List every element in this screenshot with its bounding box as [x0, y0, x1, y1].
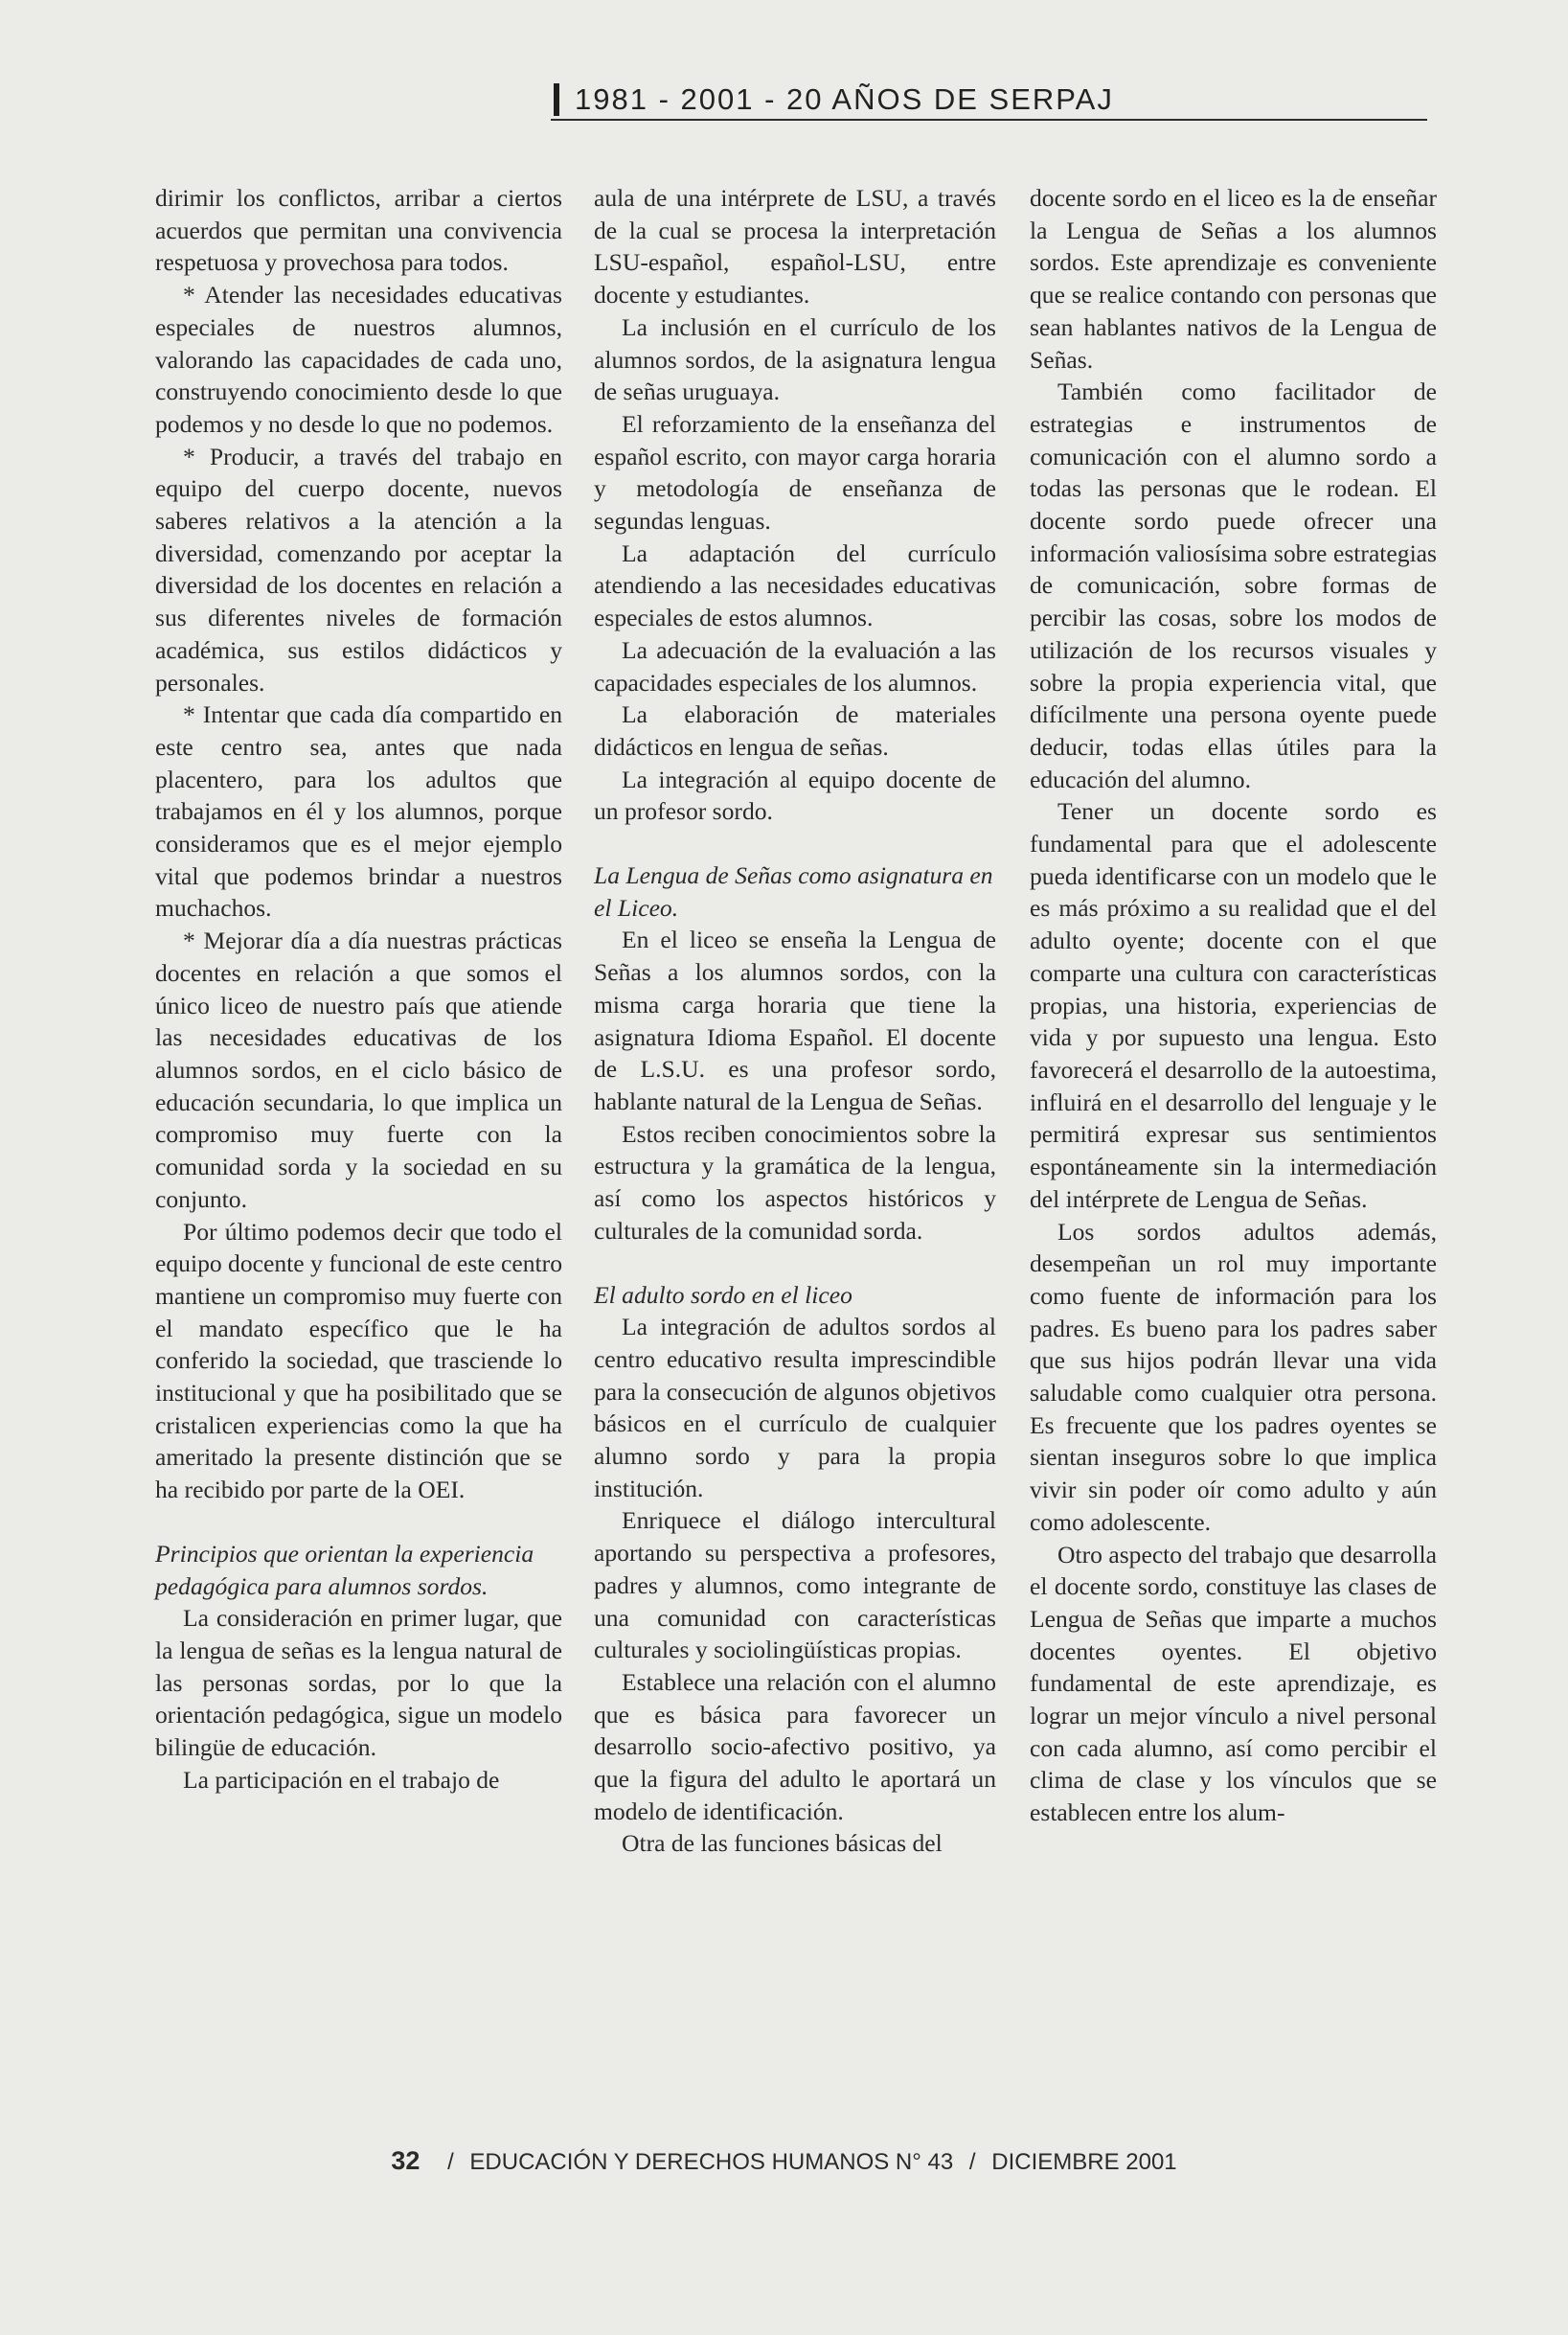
paragraph: Otra de las funciones básicas del — [622, 1829, 943, 1858]
paragraph: * Mejorar día a día nuestras prácticas docentes en relación a que somos el único liceo de nuestro país que atiende las necesidades educativas de los alumnos sordos, en el ciclo básico de educación secundaria, lo que implica un compromiso muy fuerte con la comunidad sorda y la sociedad en su conjunto. — [155, 927, 562, 1213]
paragraph: La adecuación de la evaluación a las capacidades especiales de los alumnos. — [594, 635, 996, 697]
paragraph: Otro aspecto del trabajo que desarrolla el docente sordo, constituye las clases de Lengua de Señas que imparte a muchos docentes oyentes. El objetivo fundamental de este aprendizaje, es lograr un mejor vínculo a nivel personal con cada alumno, así como percibir el clima de clase y los vínculos que se establecen entre los alum- — [1030, 1540, 1437, 1827]
paragraph: La elaboración de materiales didácticos en lengua de señas. — [594, 700, 996, 761]
paragraph: Por último podemos decir que todo el equipo docente y funcional de este centro mantiene un compromiso muy fuerte con el mandato específico que le ha conferido la sociedad, que trasciende lo institucional y que ha posibilitado que se cristalicen experiencias como la que ha ameritado la presente distinción que se ha recibido por parte de la OEI. — [155, 1217, 562, 1504]
paragraph: La adaptación del currículo atendiendo a las necesidades educativas especiales de estos alumnos. — [594, 538, 996, 632]
paragraph: Estos reciben conocimientos sobre la estructura y la gramática de la lengua, así como los aspectos históricos y culturales de la comunidad sorda. — [594, 1119, 996, 1245]
paragraph: La inclusión en el currículo de los alumnos sordos, de la asignatura lengua de señas uruguaya. — [594, 312, 996, 406]
paragraph: La consideración en primer lugar, que la lengua de señas es la lengua natural de las personas sordas, por lo que la orientación pedagógica, sigue un modelo bilingüe de educación. — [155, 1604, 562, 1762]
header-title: 1981 - 2001 - 20 AÑOS DE SERPAJ — [575, 82, 1114, 116]
paragraph: El reforzamiento de la enseñanza del español escrito, con mayor carga horaria y metodología de enseñanza de segundas lenguas. — [594, 409, 996, 536]
paragraph: * Producir, a través del trabajo en equipo del cuerpo docente, nuevos saberes relativos a la atención a la diversidad, comenzando por aceptar la diversidad de los docentes en relación a sus diferentes niveles de formación académica, sus estilos didácticos y personales. — [155, 442, 562, 697]
paragraph: Establece una relación con el alumno que es básica para favorecer un desarrollo socio-afectivo positivo, ya que la figura del adulto le aportará un modelo de identificación. — [594, 1667, 996, 1825]
paragraph: dirimir los conflictos, arribar a ciertos acuerdos que permitan una convivencia respetuosa y provechosa para todos. — [155, 184, 562, 277]
paragraph: La participación en el trabajo de — [183, 1765, 500, 1794]
section-heading: El adulto sordo en el liceo — [594, 1280, 852, 1309]
section-heading: La Lengua de Señas como asignatura en el Liceo. — [594, 861, 993, 922]
footer-separator-2: / — [968, 2149, 976, 2175]
running-header — [551, 80, 1427, 121]
paragraph: En el liceo se enseña la Lengua de Señas a los alumnos sordos, con la misma carga horaria que tiene la asignatura Idioma Español. El docente de L.S.U. es una profesor sordo, hablante natural de la Lengua de Señas. — [594, 926, 996, 1115]
text-column-3 — [1030, 182, 1437, 1829]
section-gap — [594, 828, 996, 859]
section-gap — [594, 1248, 996, 1279]
paragraph: * Atender las necesidades educativas especiales de nuestros alumnos, valorando las capacidades de cada uno, construyendo conocimiento desde lo que podemos y no desde lo que no podemos. — [155, 281, 562, 438]
text-column-2 — [594, 182, 996, 1860]
footer-publication: EDUCACIÓN Y DERECHOS HUMANOS N° 43 — [469, 2149, 954, 2175]
text-column-1 — [155, 182, 562, 1796]
paragraph: Enriquece el diálogo intercultural aportando su perspectiva a profesores, padres y alumnos, como integrante de una comunidad con características culturales y sociolingüísticas propias. — [594, 1506, 996, 1664]
paragraph: La integración de adultos sordos al centro educativo resulta imprescindible para la consecución de algunos objetivos básicos en el currículo de cualquier alumno sordo y para la propia institución. — [594, 1313, 996, 1502]
paragraph: docente sordo en el liceo es la de enseñar la Lengua de Señas a los alumnos sordos. Este aprendizaje es conveniente que se realice contando con personas que sean hablantes nativos de la Lengua de Señas. — [1030, 184, 1437, 374]
page-footer — [0, 2146, 1568, 2176]
footer-date: DICIEMBRE 2001 — [991, 2149, 1177, 2175]
paragraph: Los sordos adultos además, desempeñan un rol muy importante como fuente de información para los padres. Es bueno para los padres saber que sus hijos podrán llevar una vida saludable como cualquier otra persona. Es frecuente que los padres oyentes se sientan inseguros sobre lo que implica vivir sin poder oír como adulto y aún como adolescente. — [1030, 1217, 1437, 1536]
page-number: 32 — [391, 2146, 420, 2175]
paragraph: aula de una intérprete de LSU, a través de la cual se procesa la interpretación LSU-español, español-LSU, entre docente y estudiantes. — [594, 184, 996, 309]
paragraph: La integración al equipo docente de un profesor sordo. — [594, 765, 996, 826]
paragraph: * Intentar que cada día compartido en este centro sea, antes que nada placentero, para los adultos que trabajamos en él y los alumnos, porque consideramos que es el mejor ejemplo vital que podemos brindar a nuestros muchachos. — [155, 700, 562, 923]
paragraph: También como facilitador de estrategias e instrumentos de comunicación con el alumno sordo a todas las personas que le rodean. El docente sordo puede ofrecer una información valiosísima sobre estrategias de comunicación, sobre formas de percibir las cosas, sobre los modos de utilización de los recursos visuales y sobre la propia experiencia vital, que difícilmente una persona oyente puede deducir, todas ellas útiles para la educación del alumno. — [1030, 378, 1437, 793]
section-gap — [155, 1506, 562, 1538]
paragraph: Tener un docente sordo es fundamental para que el adolescente pueda identificarse con un modelo que le es más próximo a su realidad que el del adulto oyente; docente con el que comparte una cultura con características propias, una historia, experiencias de vida y por supuesto una lengua. Esto favorecerá el desarrollo de la autoestima, influirá en el desarrollo del lenguaje y le permitirá expresar sus sentimientos espontáneamente sin la intermediación del intérprete de Lengua de Señas. — [1030, 797, 1437, 1213]
footer-separator: / — [447, 2149, 454, 2175]
header-bar — [554, 83, 559, 116]
section-heading: Principios que orientan la experiencia pedagógica para alumnos sordos. — [155, 1539, 534, 1600]
